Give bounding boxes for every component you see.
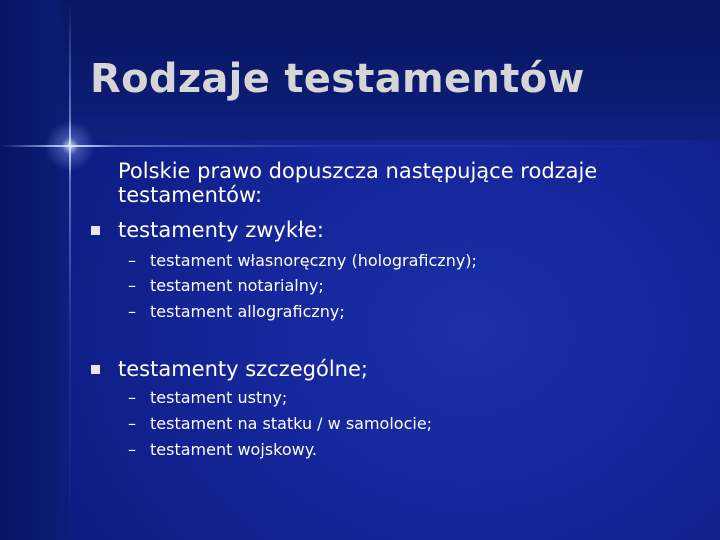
- sub-item: testament na statku / w samolocie;: [150, 414, 433, 433]
- square-bullet-icon: [91, 226, 100, 235]
- intro-line-2: testamentów:: [118, 183, 263, 207]
- intro-line-1: Polskie prawo dopuszcza następujące rodzaje: [118, 159, 598, 183]
- dash-bullet-icon: –: [128, 440, 136, 459]
- dash-bullet-icon: –: [128, 302, 136, 321]
- dash-bullet-icon: –: [128, 251, 136, 270]
- sub-item: testament notarialny;: [150, 276, 324, 295]
- sub-item: testament wojskowy.: [150, 440, 317, 459]
- sub-item: testament allograficzny;: [150, 302, 345, 321]
- dash-bullet-icon: –: [128, 388, 136, 407]
- slide-title: Rodzaje testamentów: [90, 56, 585, 102]
- dash-bullet-icon: –: [128, 276, 136, 295]
- bullet-label: testamenty szczególne;: [118, 357, 368, 381]
- square-bullet-icon: [91, 365, 100, 374]
- sub-item: testament własnoręczny (holograficzny);: [150, 251, 477, 270]
- sub-item: testament ustny;: [150, 388, 288, 407]
- dash-bullet-icon: –: [128, 414, 136, 433]
- bullet-label: testamenty zwykłe:: [118, 218, 324, 242]
